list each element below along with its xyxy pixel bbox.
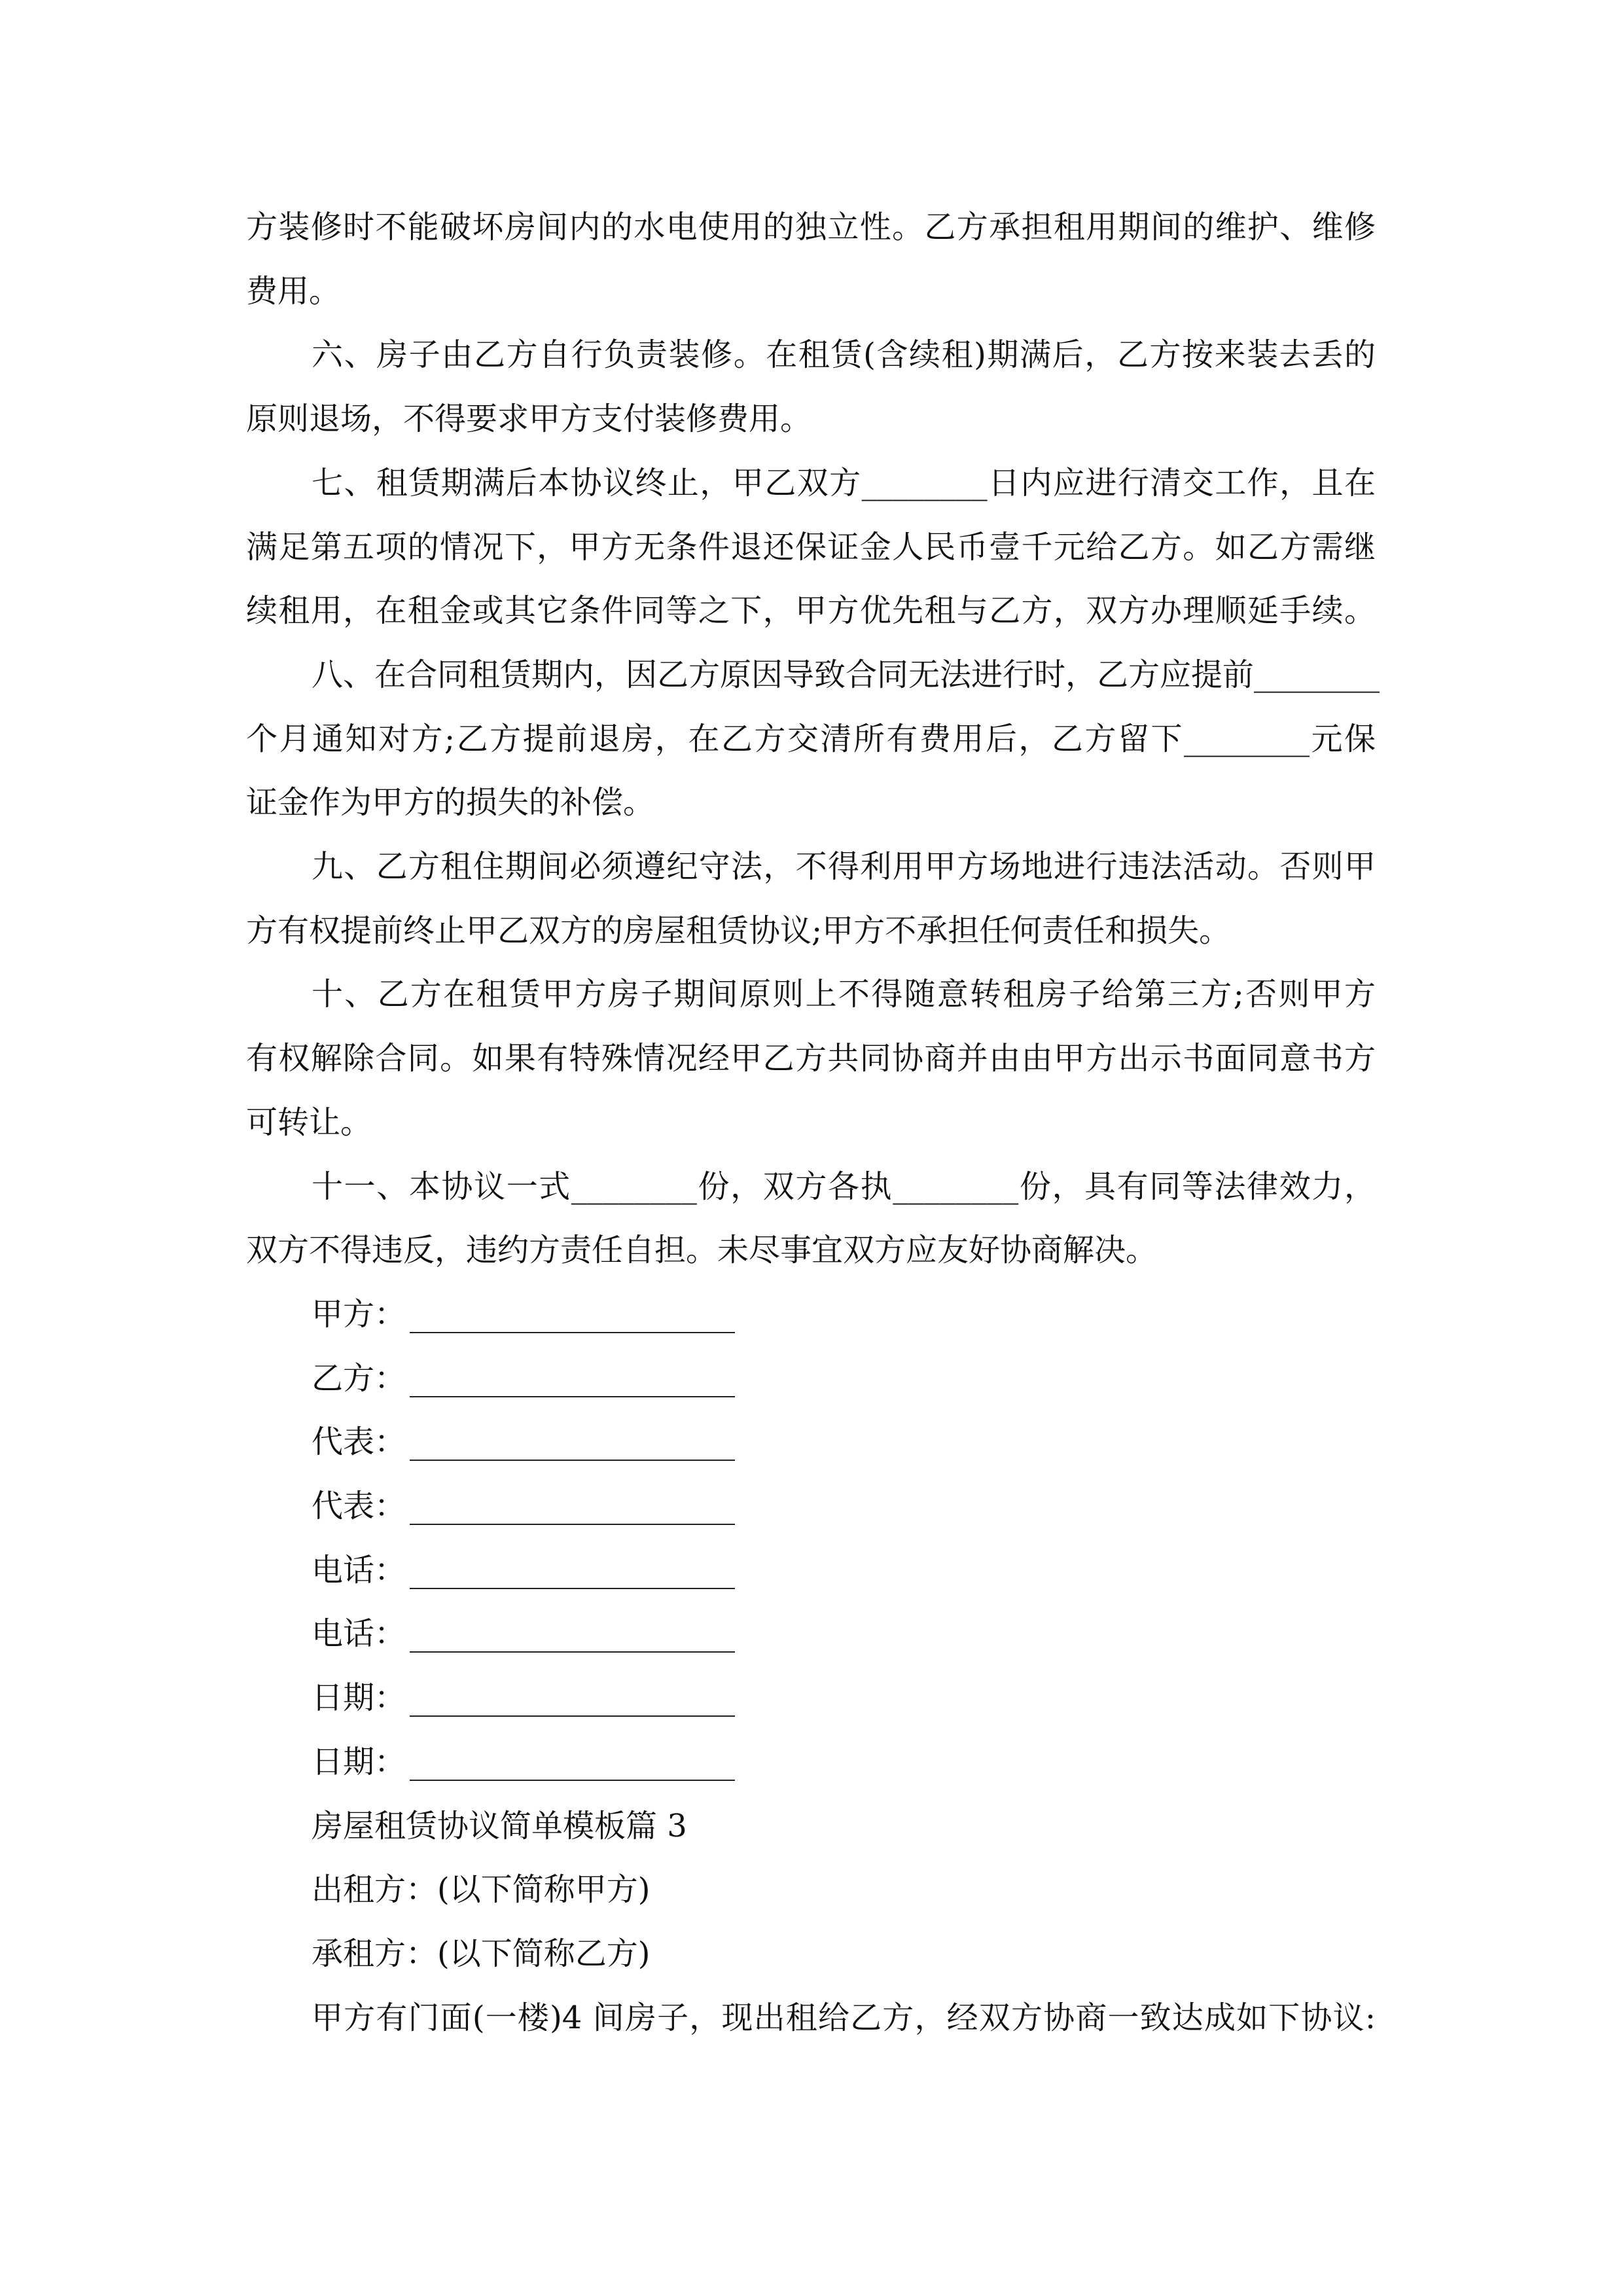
signature-label: 代表：: [312, 1488, 406, 1524]
signature-blank-line: [410, 1780, 735, 1781]
text-line: 八、在合同租赁期内，因乙方原因导致合同无法进行时，乙方应提前________: [312, 656, 1380, 693]
text-line: 出租方：(以下简称甲方): [312, 1871, 651, 1909]
signature-label: 甲方：: [312, 1295, 406, 1333]
text-line: 九、乙方租住期间必须遵纪守法，不得利用甲方场地进行违法活动。否则甲: [312, 848, 1376, 885]
text-line: 方有权提前终止甲乙双方的房屋租赁协议;甲方不承担任何责任和损失。: [246, 912, 1231, 949]
signature-label: 电话：: [312, 1551, 406, 1588]
signature-blank-line: [410, 1524, 735, 1525]
signature-blank-line: [410, 1332, 735, 1333]
text-line: 有权解除合同。如果有特殊情况经甲乙方共同协商并由由甲方出示书面同意书方: [246, 1040, 1376, 1077]
signature-label: 乙方：: [312, 1359, 406, 1397]
signature-blank-line: [410, 1715, 735, 1717]
signature-blank-line: [410, 1651, 735, 1653]
text-line: 七、租赁期满后本协议终止，甲乙双方________日内应进行清交工作，且在: [312, 464, 1376, 501]
text-line: 双方不得违反，违约方责任自担。未尽事宜双方应友好协商解决。: [246, 1232, 1158, 1269]
signature-label: 日期：: [312, 1743, 406, 1780]
signature-blank-line: [410, 1396, 735, 1397]
text-line: 原则退场，不得要求甲方支付装修费用。: [246, 401, 812, 438]
signature-label: 日期：: [312, 1679, 406, 1717]
text-line: 满足第五项的情况下，甲方无条件退还保证金人民币壹千元给乙方。如乙方需继: [246, 528, 1376, 565]
text-line: 续租用，在租金或其它条件同等之下，甲方优先租与乙方，双方办理顺延手续。: [246, 592, 1376, 630]
signature-blank-line: [410, 1460, 735, 1461]
signature-label: 代表：: [312, 1424, 406, 1461]
text-line: 六、房子由乙方自行负责装修。在租赁(含续租)期满后，乙方按来装去丢的: [312, 336, 1376, 374]
text-line: 承租方：(以下简称乙方): [312, 1935, 651, 1972]
text-line: 甲方有门面(一楼)4 间房子，现出租给乙方，经双方协商一致达成如下协议:: [312, 1999, 1376, 2036]
text-line: 十、乙方在租赁甲方房子期间原则上不得随意转租房子给第三方;否则甲方: [312, 976, 1376, 1013]
text-line: 费用。: [246, 272, 341, 310]
signature-blank-line: [410, 1588, 735, 1589]
text-line: 方装修时不能破坏房间内的水电使用的独立性。乙方承担租用期间的维护、维修: [246, 209, 1376, 245]
text-line: 十一、本协议一式________份，双方各执________份，具有同等法律效力，: [312, 1168, 1376, 1205]
text-line: 个月通知对方;乙方提前退房，在乙方交清所有费用后，乙方留下________元保: [246, 720, 1376, 757]
text-line: 证金作为甲方的损失的补偿。: [246, 784, 655, 821]
text-line: 房屋租赁协议简单模板篇 3: [312, 1807, 687, 1844]
signature-label: 电话：: [312, 1615, 406, 1653]
text-line: 可转让。: [246, 1103, 372, 1141]
